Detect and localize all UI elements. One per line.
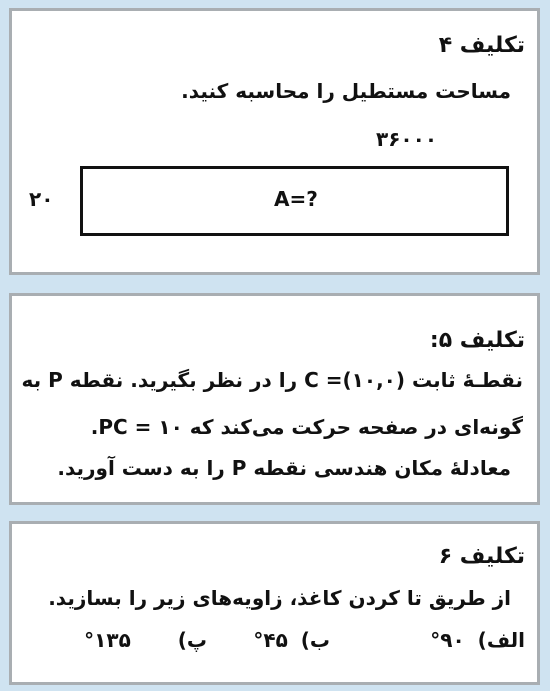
assignment-card-5 — [9, 293, 540, 505]
instruction-text: مساحت مستطیل را محاسبه کنید. — [181, 79, 511, 103]
problem-line-1: نقطـهٔ ثابت (۱۰,۰)= C را در نظر بگیرید. نقطه P به — [21, 368, 523, 392]
rectangle-width-label: ۳۶۰۰۰ — [376, 127, 438, 151]
assignment-card-4 — [9, 8, 540, 275]
card-title: تکلیف ۶ — [438, 544, 525, 569]
rectangle-height-label: ۲۰ — [29, 187, 54, 211]
card-title: تکلیف ۴ — [438, 33, 525, 58]
rectangle-area-label: A=? — [274, 187, 318, 211]
angle-value: ۱۳۵° — [84, 628, 131, 652]
instruction-text: از طریق تا کردن کاغذ، زاویه‌های زیر را بسازید. — [48, 586, 511, 610]
angle-label: ب) — [300, 628, 330, 652]
angle-value: ۴۵° — [253, 628, 288, 652]
angle-item-b — [253, 628, 330, 652]
problem-line-3: معادلهٔ مکان هندسی نقطه P را به دست آورید. — [57, 456, 511, 480]
problem-line-2: گونه‌ای در صفحه حرکت می‌کند که ۱۰ = PC. — [90, 415, 523, 439]
angle-label: پ) — [177, 628, 207, 652]
angle-item-c — [84, 628, 207, 652]
angle-item-a — [430, 628, 525, 652]
assignment-card-6 — [9, 521, 540, 685]
angle-label: الف) — [477, 628, 525, 652]
angle-value: ۹۰° — [430, 628, 465, 652]
card-title: تکلیف ۵: — [429, 328, 525, 353]
